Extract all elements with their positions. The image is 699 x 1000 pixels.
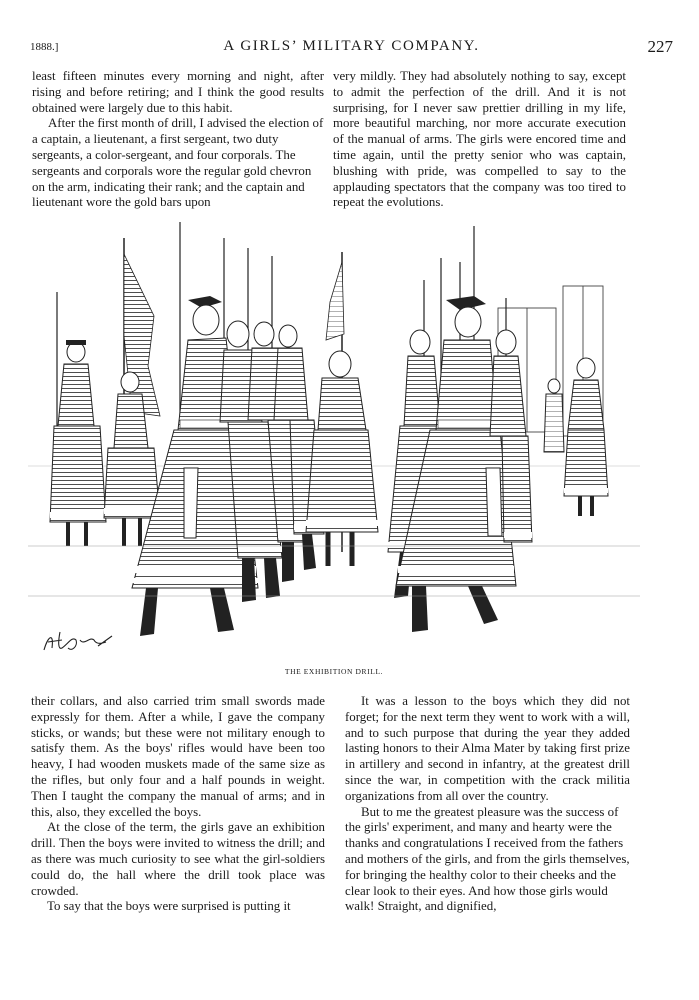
text-column-top-left — [32, 69, 324, 211]
text-column-top-right — [333, 69, 626, 211]
header-title: A GIRLS’ MILITARY COMPANY. — [223, 38, 480, 54]
running-header — [30, 38, 673, 58]
paragraph: very mildly. They had absolutely nothing to say, except to admit the perfection of the drill. And it is not surprising, for I never saw prettier drilling in my life, more beautiful marching, nor more accurate execution of the manual of arms. The girls were encored time and time again, until the pretty senior who was captain, blushing with pride, was compelled to say to the applauding spectators that the company was too tired to repeat the evolutions. — [333, 69, 626, 210]
spectator-figure — [544, 379, 564, 452]
header-year: 1888.] — [30, 41, 59, 53]
paragraph: least fifteen minutes every morning and night, after rising and before retiring; and I think the good results obtained were largely due to this habit. — [32, 69, 324, 115]
engraving-drawing — [28, 216, 640, 664]
page-number: 227 — [647, 37, 673, 56]
girl-soldier-far-right — [564, 358, 608, 516]
paragraph: their collars, and also carried trim small swords made expressly for them. After a while, I gave the company sticks, or wands; but these were not military enough to satisfy them. As the boys' rifles would have been too heavy, I had wooden muskets made of the same size as the rifles, but only four and a half pounds in weight. Then I taught the company the manual of arms; and in this, also, they excelled the boys. — [31, 694, 325, 819]
paragraph: But to me the greatest pleasure was the success of the girls' experiment, and many and hearty were the thanks and congratulations I received from the fathers and mothers of the girls, and from the girls themselves, for bringing the healthy color to their cheeks and the clear look to their eyes. And how those girls would walk! Straight, and dignified, — [345, 804, 630, 914]
text-column-bottom-left — [31, 694, 325, 915]
illustration-exhibition-drill — [28, 216, 640, 676]
paragraph: To say that the boys were surprised is putting it — [47, 899, 291, 914]
artist-signature — [44, 632, 112, 650]
girl-soldier-back-left-1 — [50, 340, 106, 546]
text-column-bottom-right — [345, 694, 630, 915]
paragraph: At the close of the term, the girls gave an exhibition drill. Then the boys were invited to witness the drill; and as there was much curiosity to see what the girl-soldiers could do, the hall where the drill took place was crowded. — [31, 820, 325, 898]
figure-caption: THE EXHIBITION DRILL. — [284, 667, 384, 676]
floor-lines — [28, 546, 640, 596]
paragraph: It was a lesson to the boys which they did not forget; for the next term they went to work with a will, and to such purpose that during the year they added lasting honors to their Alma Mater by taking first prize in artillery and second in infantry, at the greatest drill since the war, in competition with the crack militia organizations from all over the country. — [345, 694, 630, 803]
paragraph: After the first month of drill, I advised the election of a captain, a lieutenant, a first sergeant, two duty sergeants, a color-sergeant, and four corporals. The sergeants and corporals wore the regular gold chevron on the arm, indicating their rank; and the captain and lieutenant wore the gold bars upon — [32, 116, 324, 210]
